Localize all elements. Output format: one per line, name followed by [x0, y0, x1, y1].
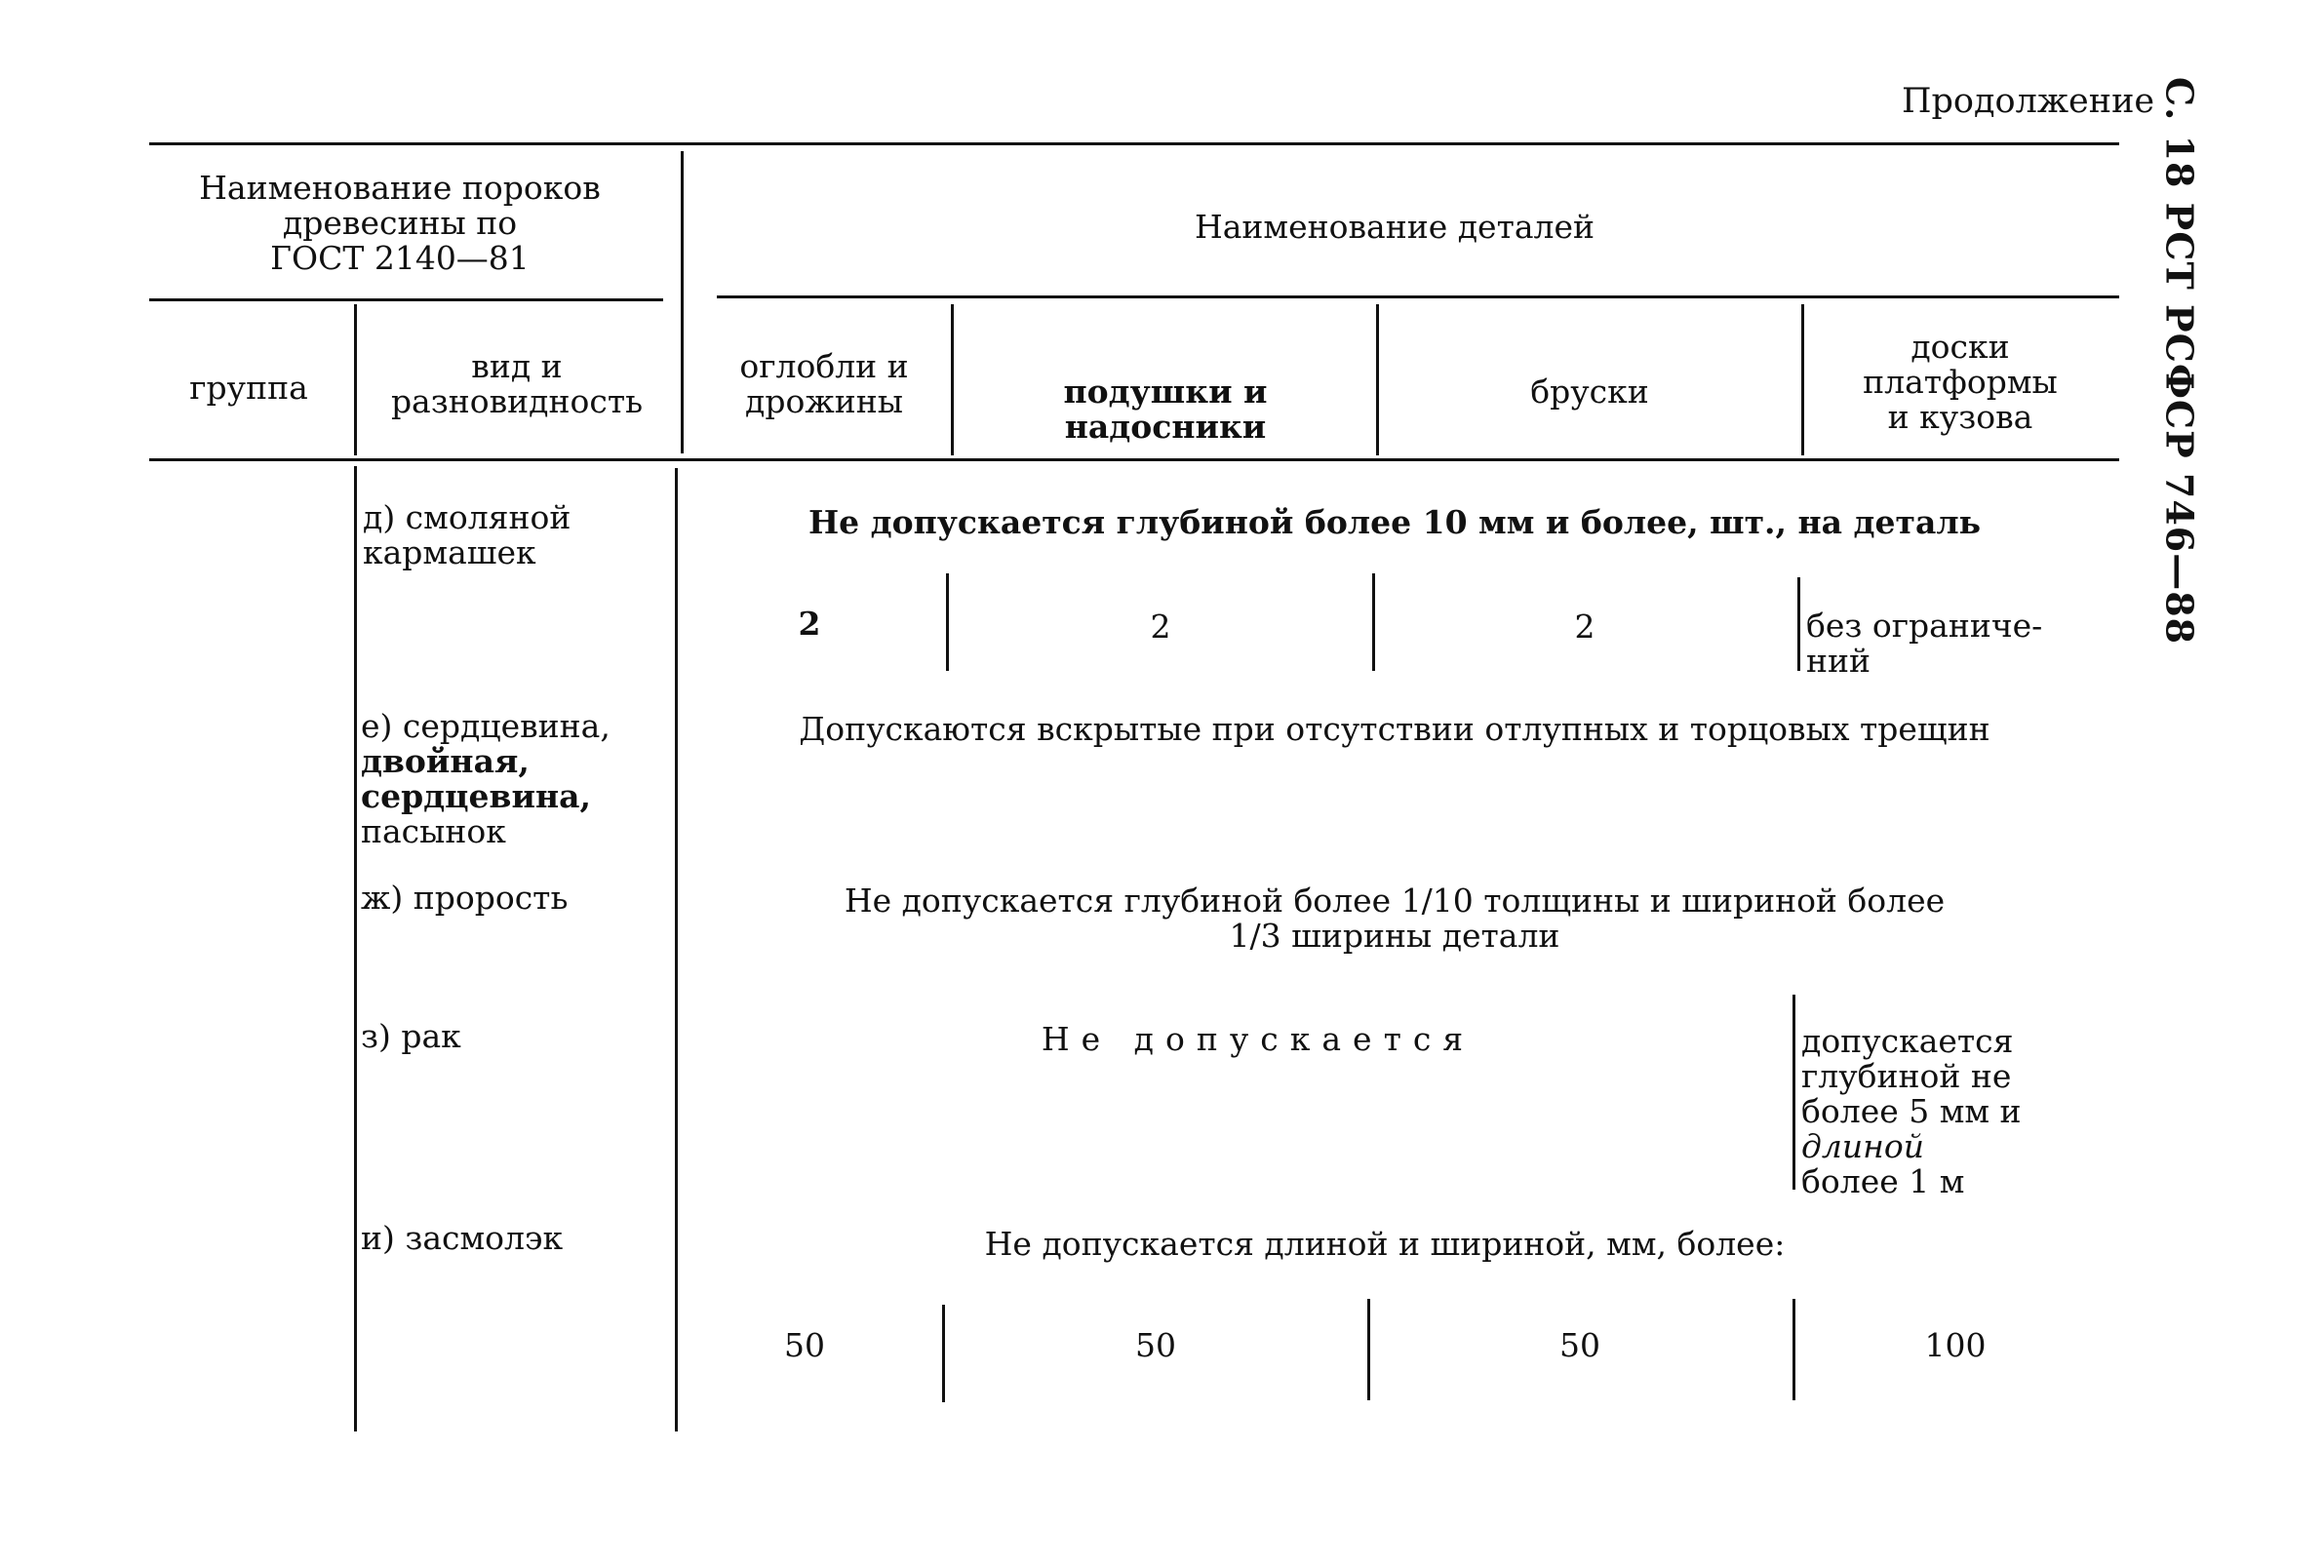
- body-kind-rule: [354, 466, 357, 1431]
- defects-name-header: [156, 171, 644, 276]
- defects-name-line-3: ГОСТ 2140—81: [270, 239, 530, 277]
- defects-name-line-2: древесины по: [282, 204, 518, 242]
- row-e-kind-line-1: е) сердцевина,: [361, 707, 611, 745]
- kind-header-line-2: разновидность: [390, 382, 644, 420]
- row-i-divider-2: [1367, 1299, 1370, 1400]
- pod-column-header: подушки и надосники: [1063, 372, 1268, 446]
- header-divider: [681, 151, 684, 453]
- row-d-norm: Не допускается глубиной более 10 мм и более, шт., на деталь: [807, 503, 1981, 541]
- row-d-doski-line-2: ний: [1806, 642, 1871, 680]
- row-zh-norm-line-2: 1/3 ширины детали: [1229, 917, 1560, 955]
- row-z-doski-line-3: более 5 мм и: [1801, 1092, 2022, 1130]
- ogl-pod-divider: [951, 304, 954, 455]
- row-d-kind-line-2: кармашек: [363, 533, 536, 571]
- row-i-kind: и) засмолэк: [361, 1219, 564, 1257]
- row-e-kind-line-3: сердцевина,: [361, 777, 591, 815]
- ogl-header-line-1: оглобли и: [739, 347, 909, 385]
- row-i-value-bruski: 50: [1559, 1326, 1600, 1364]
- continuation-label: Продолжение: [1902, 82, 2155, 121]
- row-zh-norm: [683, 883, 2107, 954]
- row-i-norm: Не допускается длиной и шириной, мм, более:: [984, 1225, 1786, 1263]
- row-z-doski-line-2: глубиной не: [1801, 1057, 2012, 1095]
- row-zh-norm-line-1: Не допускается глубиной более 1/10 толщины и шириной более: [844, 882, 1946, 920]
- row-d-value-bruski: 2: [1574, 608, 1595, 646]
- row-zh-kind: ж) прорость: [361, 879, 569, 917]
- row-z-value-doski: [1801, 1024, 2022, 1199]
- doski-header-line-2: платформы: [1863, 363, 2058, 401]
- row-d-doski-line-1: без ограниче-: [1806, 607, 2043, 645]
- header-bottom-rule: [149, 458, 2119, 461]
- details-header-rule: [717, 295, 2119, 298]
- doski-header-line-1: доски: [1910, 328, 2010, 366]
- doski-column-header: [1809, 330, 2111, 435]
- row-z-doski-line-1: допускается: [1801, 1022, 2014, 1060]
- row-d-divider-3: [1797, 577, 1800, 671]
- row-d-value-pod: 2: [1150, 608, 1171, 646]
- row-d-divider-2: [1372, 573, 1375, 671]
- row-d-value-ogl: 2: [798, 605, 821, 643]
- row-i-divider-1: [942, 1305, 945, 1402]
- doski-header-line-3: и кузова: [1887, 398, 2033, 436]
- ogl-column-header: [707, 349, 941, 419]
- defects-name-line-1: Наименование пороков: [199, 169, 601, 207]
- side-reference-text: С. 18 РСТ РСФСР 746—88: [2157, 76, 2202, 646]
- group-kind-divider: [354, 304, 357, 455]
- table-top-rule: [149, 142, 2119, 145]
- bruski-doski-divider: [1801, 304, 1804, 455]
- ogl-header-line-2: дрожины: [745, 382, 903, 420]
- row-d-value-doski: [1806, 608, 2042, 679]
- row-i-divider-3: [1792, 1299, 1795, 1400]
- details-name-header: Наименование деталей: [1194, 208, 1595, 246]
- row-d-kind: [363, 500, 571, 570]
- row-e-kind: [361, 709, 611, 849]
- kind-column-header: [366, 349, 668, 419]
- kind-header-line-1: вид и: [471, 347, 563, 385]
- row-e-kind-line-2: двойная,: [361, 742, 530, 780]
- row-d-kind-line-1: д) смоляной: [363, 498, 571, 536]
- side-page-reference: [2155, 76, 2204, 646]
- row-i-value-doski: 100: [1924, 1326, 1987, 1364]
- row-e-kind-line-4: пасынок: [361, 812, 506, 850]
- row-z-divider: [1792, 995, 1795, 1190]
- row-i-value-ogl: 50: [784, 1326, 825, 1364]
- row-z-norm: Не допускается: [1041, 1020, 1476, 1058]
- bruski-column-header: бруски: [1530, 372, 1649, 411]
- pod-bruski-divider: [1376, 304, 1379, 455]
- defects-header-rule: [149, 298, 663, 301]
- group-column-header: группа: [189, 369, 308, 407]
- body-main-rule: [675, 468, 678, 1431]
- row-z-doski-line-5: более 1 м: [1801, 1162, 1965, 1200]
- row-z-doski-line-4: длиной: [1801, 1127, 1925, 1165]
- row-i-value-pod: 50: [1135, 1326, 1176, 1364]
- row-z-kind: з) рак: [361, 1017, 461, 1055]
- row-d-divider-1: [946, 573, 949, 671]
- row-e-norm: Допускаются вскрытые при отсутствии отлупных и торцовых трещин: [799, 710, 1990, 748]
